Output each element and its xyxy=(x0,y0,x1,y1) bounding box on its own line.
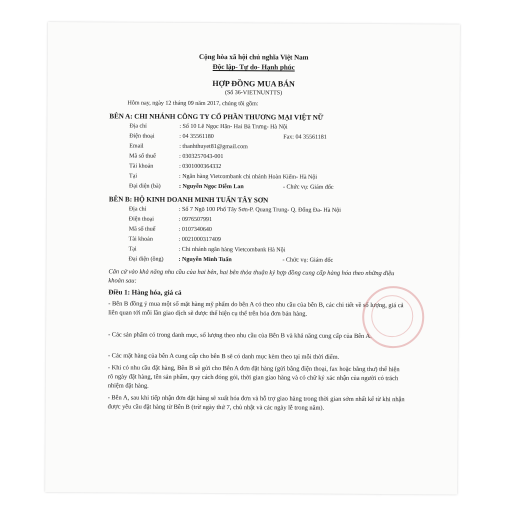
national-motto: Độc lập- Tự do- Hạnh phúc xyxy=(212,63,295,72)
party-b-address: : Số 7 Ngõ 100 Phố Tây Sơn-P. Quang Trung- Q. Đống Đa- Hà Nội xyxy=(178,206,341,214)
party-b-bank-label: Tại xyxy=(128,246,137,253)
party-b-rep-label: Đại diện (ông) xyxy=(128,256,164,263)
party-a-rep-label: Đại diện (bà) xyxy=(128,183,161,190)
party-a-fax: Fax: 04 35561181 xyxy=(283,134,327,141)
party-b-account-label: Tài khoản xyxy=(128,236,153,243)
contract-page xyxy=(45,22,460,495)
party-a-address: : Số 10 Lê Ngọc Hân- Hai Bà Trưng- Hà Nội xyxy=(179,123,288,131)
party-b-bank: : Chi nhánh ngân hàng Vietcombank Hà Nội xyxy=(178,246,286,254)
article-1-clause-1: - Bên B đồng ý mua một số mặt hàng mỹ phẩm do bên A có theo nhu cầu của bên B, các chi tiết về số lượng, giá cả liên quan tới mỗi lần giao dịch sẽ được thể hiện cụ thể trên hóa đơn bán hàng. xyxy=(108,300,404,318)
party-a-role: - Chức vụ: Giám đốc xyxy=(282,184,334,191)
party-b-role: - Chức vụ: Giám đốc xyxy=(282,257,334,264)
article-1-clause-5: - Bên A, sau khi tiếp nhận đơn đặt hàng sẽ xuất hóa đơn và hỗ trợ giao hàng trong thời gian sớm nhất kể từ khi nhận được yêu cầu đặt hàng từ Bên B (trừ ngày thứ 7, chủ nhật và các ngày lễ trong năm). xyxy=(107,394,405,412)
party-b-phone-label: Điện thoại xyxy=(128,216,154,223)
faded-seal-stamp xyxy=(362,286,424,348)
party-a-bank-label: Tại xyxy=(129,173,138,180)
article-1-heading: Điều 1: Hàng hóa, giá cả xyxy=(108,288,182,297)
article-1-clause-4: - Khi có nhu cầu đặt hàng, Bên B sẽ gửi cho Bên A đơn đặt hàng (gửi bằng điện thoại, fax hoặc bằng thư) thể hiện rõ ngày đặt hàng, tên sản phẩm, quy cách đóng gói, thời gian giao hàng và có chữ ký xác nhận của người có trách nhiệm đặt hàng. xyxy=(107,364,400,390)
party-b-representative: : Nguyễn Minh Tuấn xyxy=(178,256,232,264)
contract-intro: Hôm nay, ngày 12 tháng 09 năm 2017, chúng tôi gồm: xyxy=(127,100,259,108)
party-b-heading: BÊN B: HỘ KINH DOANH MINH TUẤN TÂY SƠN xyxy=(108,195,269,205)
party-a-heading: BÊN A: CHI NHÁNH CÔNG TY CỔ PHẦN THƯƠNG MẠI VIỆT NỮ xyxy=(109,112,324,122)
party-b-tax: : 0107340640 xyxy=(178,226,212,234)
party-b-phone: : 0976507991 xyxy=(178,216,212,224)
party-a-tax-label: Mã số thuế xyxy=(129,153,156,160)
country-heading: Cộng hòa xã hội chủ nghĩa Việt Nam xyxy=(199,52,309,62)
party-a-account: : 0301000364332 xyxy=(179,163,222,171)
party-a-account-label: Tài khoản xyxy=(129,163,154,170)
party-a-email: : thanhthuyet81@gmail.com xyxy=(179,143,248,151)
article-1-clause-3: - Các mặt hàng của bên A cung cấp cho bên B sẽ có danh mục kèm theo tại mỗi thời điểm. xyxy=(107,352,340,361)
contract-number: (Số 36-VIETNUNTTS) xyxy=(224,90,283,97)
party-a-representative: : Nguyễn Ngọc Diễm Lan xyxy=(178,183,244,191)
party-a-email-label: Email xyxy=(129,143,144,150)
party-b-address-label: Địa chỉ xyxy=(128,206,147,213)
contract-title: HỢP ĐỒNG MUA BÁN xyxy=(212,79,295,89)
party-a-tax: : 0303257043-001 xyxy=(179,153,224,161)
party-a-address-label: Địa chỉ xyxy=(129,123,147,130)
party-b-account: : 0021000317409 xyxy=(178,236,221,244)
party-a-phone-label: Điện thoại xyxy=(129,133,155,140)
article-1-clause-2: - Các sản phẩm có trong danh mục, số lượng theo nhu cầu của Bên B và khả năng cung cấp của Bên A. xyxy=(108,331,372,340)
party-b-tax-label: Mã số thuế xyxy=(128,226,156,233)
preamble-text: Căn cứ vào khả năng nhu cầu của hai bên, hai bên thỏa thuận ký hợp đồng cung cấp hàng hóa theo những điều khoản sau: xyxy=(108,268,395,285)
party-a-phone: : 04 35561180 xyxy=(179,133,214,141)
party-a-bank: : Ngân hàng Vietcombank chi nhánh Hoàn Kiếm- Hà Nội xyxy=(179,173,318,181)
